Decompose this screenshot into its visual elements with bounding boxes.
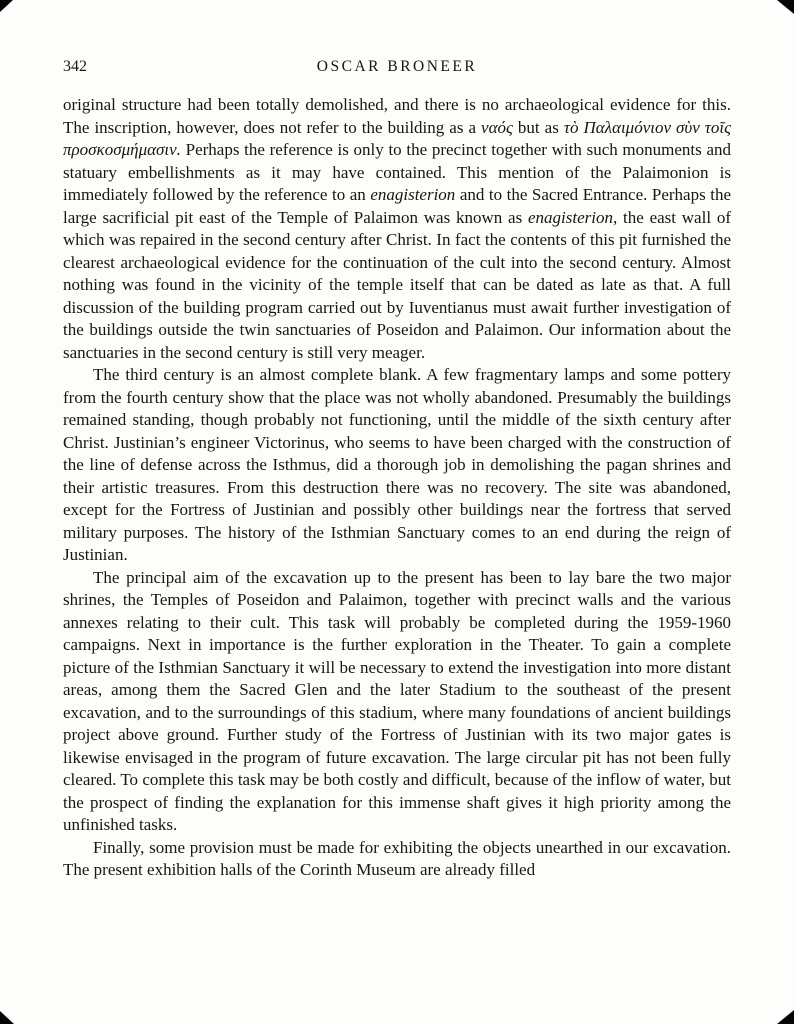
text-segment: , the east wall of which was repaired in the second century after Christ. In fact the contents of this pit furnished the clearest archaeological evidence for the continuation of the cult into the second century. Almost nothing was found in the vicinity of the temple itself that can be dated as late as that. A full discussion of the building program carried out by Iuventianus must await further investigation of the buildings outside the twin sanctuaries of Poseidon and Palaimon. Our information about the sanctuaries in the second century is still very meager. [63,207,731,362]
running-head: OSCAR BRONEER [316,58,478,75]
paragraph [63,94,731,364]
paragraph [63,567,731,837]
text-segment: Perhaps the reference is only to the precinct together with such monuments and statuary embellishments as it may have contained. This mention of the Palaimonion is immediately followed by the reference to an [63,140,731,204]
scan-artifact-top-right [777,0,794,14]
paragraph [63,837,731,882]
scan-artifact-bottom-left [0,1011,14,1024]
scan-artifact-bottom-right [777,1010,794,1024]
italic-text-segment: enagisterion [370,185,456,204]
italic-text-segment: τὸ Παλαιμόνιον σὺν τοῖς προσκοσμήμασιν. [63,117,731,159]
text-segment: but as [512,117,564,137]
text-segment: original structure had been totally demolished, and there is no archaeological evidence for this. The inscription, however, does not refer to the building as a [63,95,731,137]
italic-text-segment: ναός [481,117,513,137]
text-segment: and to the Sacred Entrance. Perhaps the large sacrificial pit east of the Temple of Palaimon was known as [63,185,731,227]
italic-text-segment: enagisterion [528,207,613,227]
text-segment: The principal aim of the excavation up to the present has been to lay bare the two major shrines, the Temples of Poseidon and Palaimon, together with precinct walls and the various annexes relating to their cult. This task will probably be completed during the 1959-1960 campaigns. Next in importance is the further exploration in the Theater. To gain a complete picture of the Isthmian Sanctuary it will be necessary to extend the investigation into more distant areas, among them the Sacred Glen and the later Stadium to the southeast of the present excavation, and to the surroundings of this stadium, where many foundations of ancient buildings project above ground. Further study of the Fortress of Justinian with its two major gates is likewise envisaged in the program of future excavation. The large circular pit has not been fully cleared. To complete this task may be both costly and difficult, because of the inflow of water, but the prospect of finding the explanation for this immense shaft gives it high priority among the unfinished tasks. [63,567,731,834]
paragraph [63,364,731,567]
text-segment: The third century is an almost complete blank. A few fragmentary lamps and some pottery from the fourth century show that the place was not wholly abandoned. Presumably the buildings remained standing, though probably not functioning, until the middle of the sixth century after Christ. Justinian’s engineer Victorinus, who seems to have been charged with the construction of the line of defense across the Isthmus, did a thorough job in demolishing the pagan shrines and their artistic treasures. From this destruction there was no recovery. The site was abandoned, except for the Fortress of Justinian and possibly other buildings near the fortress that served military purposes. The history of the Isthmian Sanctuary comes to an end during the reign of Justinian. [63,365,731,564]
page-number: 342 [63,58,87,75]
body-text [63,94,731,882]
page-header [63,58,731,80]
text-segment: Finally, some provision must be made for exhibiting the objects unearthed in our excavation. The present exhibition halls of the Corinth Museum are already filled [63,837,731,879]
scan-artifact-top-left [0,0,13,12]
